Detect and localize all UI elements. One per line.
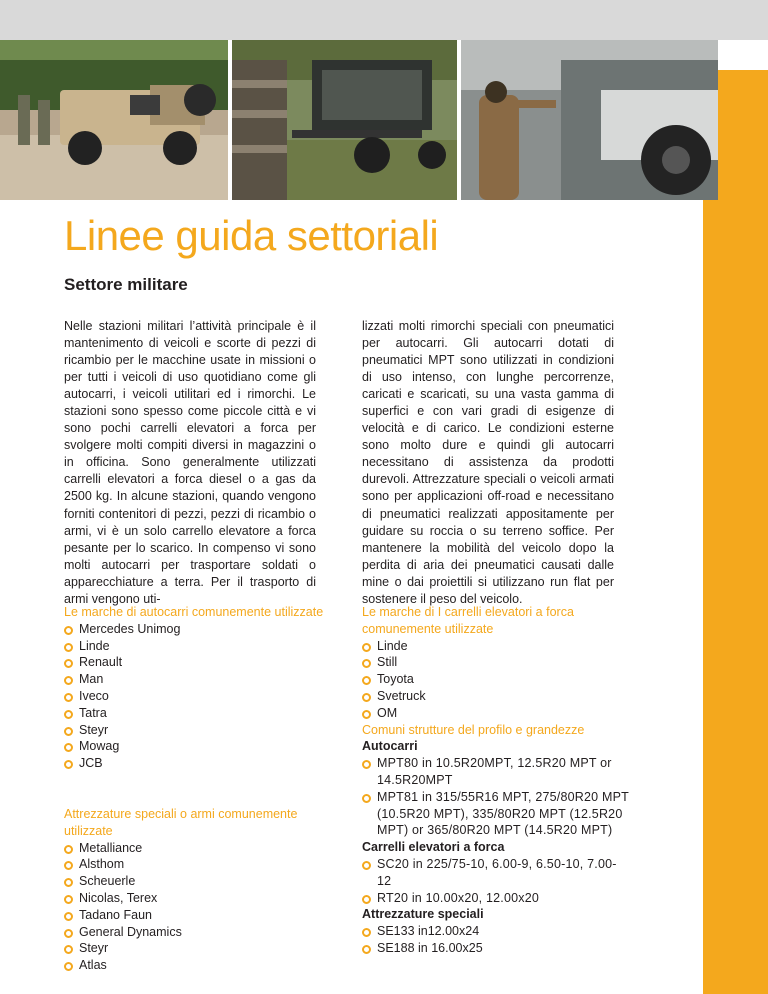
special-equipment-heading: Attrezzature speciali o armi comunemente utilizzate (64, 807, 298, 838)
profiles-heading: Comuni strutture del profilo e grandezze (362, 722, 585, 737)
list-item: Tatra (64, 705, 326, 722)
list-item: Svetruck (362, 688, 630, 705)
military-truck-photo (0, 40, 228, 200)
list-item: OM (362, 705, 630, 722)
list-item: MPT81 in 315/55R16 MPT, 275/80R20 MPT (10.5R20 MPT), 335/80R20 MPT (12.5R20 MPT) or 365/80R20 MPT (14.5R20 MPT) (362, 789, 630, 839)
sidebar-gap (718, 40, 768, 70)
list-item: Renault (64, 654, 326, 671)
page-title: Linee guida settoriali (64, 212, 439, 259)
body-paragraph-right: lizzati molti rimorchi speciali con pneumatici per autocarri. Gli autocarri dotati di pneumatici MPT sono utilizzati in condizioni di uso intenso, con lunghe percorrenze, caricati e scaricati, su una vasta gamma di superfici e con vari gradi di esigenze di velocità e di carico. Le condizioni esterne sono molto dure e quindi gli autocarri necessitano di assistenza da prodotti durevoli. Attrezzature speciali o veicoli armati sono per applicazioni off-road e necessitano di pneumatici realizzati appositamente per guidare su roccia o su terreno soffice. Per mantenere la mobilità del veicolo dopo la perdita di aria dei pneumatici causati dalle mine o dai proiettili si utilizzano run flat per sostenere il peso del veicolo. (362, 319, 614, 606)
body-paragraph-left: Nelle stazioni militari l’attività principale è il mantenimento di veicoli e scorte di pezzi di ricambio per le macchine usate in missioni o per tutti i veicoli di uso quotidiano come gli autocarri, i veicoli utilitari ed i rimorchi. Le stazioni sono spesso come piccole città e vi sono pochi carrelli elevatori a forca per svolgere molti compiti diversi in magazzini o in officina. Sono generalmente utilizzati carrelli elevatori a forca diesel o a gas da 2500 kg. In alcune stazioni, quando vengono forniti contenitori di pezzi, pezzi di ricambio o armi, vi è un solo carrello elevatore a forca pesante per lo scarico. In compenso vi sono molti autocarri per trasportare soldati o apparecchiature a terra. Per il trasporto di armi vengono uti- (64, 319, 316, 606)
forklift-and-profiles-list (362, 604, 630, 957)
list-item: Scheuerle (64, 873, 326, 890)
truck-brands-list (64, 604, 326, 772)
list-item: Atlas (64, 957, 326, 974)
list-item: Man (64, 671, 326, 688)
list-item: Linde (64, 638, 326, 655)
soldier-loading-photo (461, 40, 718, 200)
list-item: SC20 in 225/75-10, 6.00-9, 6.50-10, 7.00-12 (362, 856, 630, 890)
list-item: RT20 in 10.00x20, 12.00x20 (362, 890, 630, 907)
list-item: Linde (362, 638, 630, 655)
list-item: General Dynamics (64, 924, 326, 941)
autocarri-label: Autocarri (362, 739, 418, 754)
list-item: Metalliance (64, 840, 326, 857)
forklift-brands-heading: Le marche di I carrelli elevatori a forca comunemente utilizzate (362, 605, 574, 636)
list-item: Mowag (64, 738, 326, 755)
top-bar (0, 0, 768, 40)
special-equipment-list (64, 806, 326, 974)
list-item: Steyr (64, 940, 326, 957)
list-item: Steyr (64, 722, 326, 739)
speciali-label: Attrezzature speciali (362, 907, 484, 922)
list-item: Nicolas, Terex (64, 890, 326, 907)
list-item: Iveco (64, 688, 326, 705)
list-item: Toyota (362, 671, 630, 688)
list-item: Mercedes Unimog (64, 621, 326, 638)
header-photo-strip (0, 40, 718, 200)
list-item: SE188 in 16.00x25 (362, 940, 630, 957)
list-item: JCB (64, 755, 326, 772)
truck-brands-heading: Le marche di autocarri comunemente utilizzate (64, 605, 324, 619)
list-item: Tadano Faun (64, 907, 326, 924)
list-item: MPT80 in 10.5R20MPT, 12.5R20 MPT or 14.5R20MPT (362, 755, 630, 789)
list-item: Still (362, 654, 630, 671)
list-item: SE133 in12.00x24 (362, 923, 630, 940)
carrelli-label: Carrelli elevatori a forca (362, 840, 505, 855)
accent-sidebar (703, 70, 768, 994)
forklift-photo (232, 40, 457, 200)
list-item: Alsthom (64, 856, 326, 873)
section-subtitle: Settore militare (64, 275, 188, 294)
